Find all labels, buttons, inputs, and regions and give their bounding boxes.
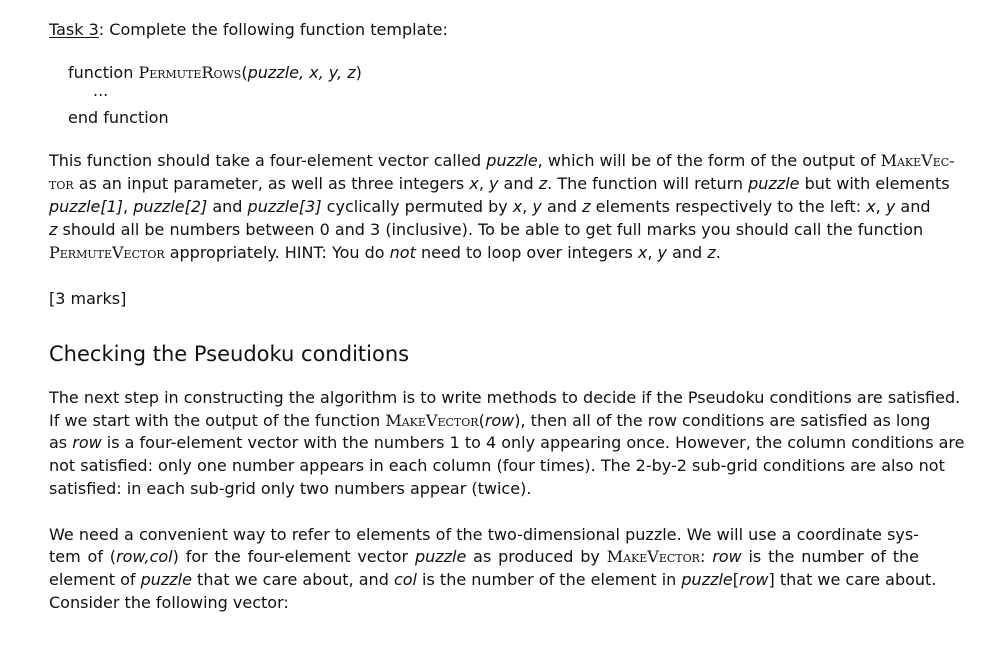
- text: element of: [49, 570, 141, 589]
- text-italic: z: [582, 197, 591, 216]
- paragraph3-line1: We need a convenient way to refer to elements of the two-dimensional puzzle. We will use a coordinate sys-: [49, 525, 919, 544]
- text: but with elements: [799, 174, 950, 193]
- text-italic: x: [469, 174, 479, 193]
- text: and: [667, 243, 708, 262]
- text: appropriately. HINT: You do: [164, 243, 390, 262]
- text-italic: y: [532, 197, 542, 216]
- section-title: Checking the Pseudoku conditions: [49, 342, 410, 366]
- text: . The function will return: [547, 174, 749, 193]
- function-ref: tor: [49, 174, 74, 193]
- text: ) for the four-element vector: [172, 547, 415, 566]
- paragraph2-line1: The next step in constructing the algorithm is to write methods to decide if the Pseudoku conditions are satisfied.: [49, 388, 961, 407]
- paragraph2-line3: [49, 431, 965, 454]
- text-italic: x: [637, 243, 648, 262]
- text: and: [207, 197, 248, 216]
- paragraph1-line2: [49, 172, 950, 195]
- text-italic: not: [389, 243, 416, 262]
- function-close-paren: ): [355, 63, 362, 82]
- function-ref: MakeVector: [385, 411, 479, 430]
- text: should all be numbers between 0 and 3 (inclusive). To be able to get full marks you should call the function: [57, 220, 924, 239]
- paragraph1-line3: [49, 195, 931, 218]
- function-ref: MakeVector: [606, 547, 700, 566]
- task-intro: : Complete the following function template:: [98, 20, 448, 39]
- text-italic: puzzle[3]: [247, 197, 322, 216]
- text: as an input parameter, as well as three integers: [73, 174, 470, 193]
- text-italic: row: [739, 570, 769, 589]
- paragraph2-line2: [49, 409, 931, 432]
- text: (: [478, 411, 485, 430]
- text: that we care about, and: [191, 570, 394, 589]
- text: and: [498, 174, 539, 193]
- text-italic: col: [393, 570, 417, 589]
- text: ,: [478, 174, 489, 193]
- text-italic: z: [49, 220, 58, 239]
- function-body-ellipsis: ...: [93, 81, 109, 100]
- text-italic: puzzle[2]: [133, 197, 208, 216]
- paragraph1-line1: [49, 149, 955, 172]
- paragraph1-line5: [49, 241, 919, 264]
- text-italic: puzzle: [414, 547, 467, 566]
- text-italic: row: [712, 547, 742, 566]
- function-ref: MakeVec-: [880, 151, 955, 170]
- text: need to loop over integers: [415, 243, 638, 262]
- text: ), then all of the row conditions are satisfied as long: [514, 411, 931, 430]
- function-name: PermuteRows: [138, 63, 242, 82]
- paragraph3-line3: [49, 568, 937, 591]
- text: ,: [647, 243, 658, 262]
- text: elements respectively to the left:: [590, 197, 867, 216]
- text: ,: [875, 197, 886, 216]
- task-label: Task 3: [49, 20, 99, 39]
- text: :: [699, 547, 713, 566]
- paragraph3-line2: [49, 545, 919, 568]
- text-italic: puzzle: [681, 570, 733, 589]
- marks-label: [3 marks]: [49, 289, 127, 308]
- function-end: end function: [68, 108, 169, 127]
- text: as produced by: [466, 547, 607, 566]
- text: and: [895, 197, 931, 216]
- text: .: [715, 243, 721, 262]
- text-italic: y: [885, 197, 896, 216]
- text-italic: row: [484, 411, 515, 430]
- text-italic: y: [657, 243, 668, 262]
- text-italic: z: [538, 174, 548, 193]
- text: cyclically permuted by: [321, 197, 513, 216]
- text: ] that we care about.: [768, 570, 937, 589]
- text: If we start with the output of the function: [49, 411, 386, 430]
- text-italic: puzzle: [486, 151, 538, 170]
- text-italic: x: [866, 197, 876, 216]
- paragraph3-line4: Consider the following vector:: [49, 593, 289, 612]
- text-italic: puzzle[1]: [49, 197, 124, 216]
- text: and: [541, 197, 583, 216]
- text: tem of (: [49, 547, 117, 566]
- text-italic: puzzle: [140, 570, 192, 589]
- text: This function should take a four-element vector called: [49, 151, 487, 170]
- text: ,: [522, 197, 533, 216]
- text: [: [732, 570, 740, 589]
- function-signature: [68, 61, 938, 84]
- text: , which will be of the form of the output of: [537, 151, 881, 170]
- text: is a four-element vector with the numbers 1 to 4 only appearing once. However, the column conditions are: [101, 433, 965, 452]
- function-keyword: function: [68, 63, 134, 82]
- text: as: [49, 433, 73, 452]
- paragraph2-line5: satisfied: in each sub-grid only two numbers appear (twice).: [49, 479, 532, 498]
- text-italic: row: [72, 433, 102, 452]
- text-italic: puzzle: [748, 174, 800, 193]
- text-italic: row,col: [116, 547, 173, 566]
- text: is the number of the: [741, 547, 920, 566]
- text: ,: [123, 197, 134, 216]
- text: is the number of the element in: [416, 570, 682, 589]
- paragraph1-line4: [49, 218, 924, 241]
- text-italic: x: [512, 197, 523, 216]
- function-ref: PermuteVector: [49, 243, 165, 262]
- function-args: puzzle, x, y, z: [247, 63, 356, 82]
- paragraph2-line4: not satisfied: only one number appears in each column (four times). The 2-by-2 sub-grid conditions are also not: [49, 456, 945, 475]
- task-heading: [49, 18, 919, 41]
- function-open-paren: (: [241, 63, 248, 82]
- text-italic: z: [707, 243, 716, 262]
- text-italic: y: [488, 174, 499, 193]
